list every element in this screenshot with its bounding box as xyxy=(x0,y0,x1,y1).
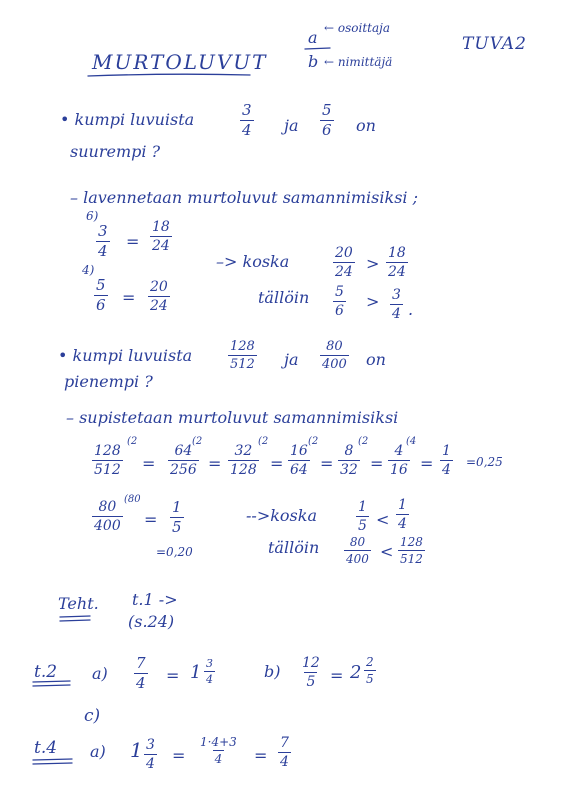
denominator-symbol: b xyxy=(308,52,319,71)
denominator: 4 xyxy=(98,242,108,260)
denominator: 24 xyxy=(152,238,170,254)
expand-koska-label: –> koska xyxy=(216,252,290,271)
q2-fraction-2 xyxy=(320,340,349,371)
denominator-note: ← nimittäjä xyxy=(324,55,393,69)
numerator: 3 xyxy=(98,222,108,240)
numerator: 5 xyxy=(96,276,106,294)
page-title: MURTOLUVUT xyxy=(92,50,268,74)
t2-b-whole: 2 xyxy=(350,662,362,683)
denominator: 16 xyxy=(390,462,408,478)
denominator: 5 xyxy=(172,518,182,536)
denominator: 400 xyxy=(322,357,347,372)
reduce-talloin-b xyxy=(398,536,425,565)
numerator: 5 xyxy=(335,284,344,300)
denominator: 64 xyxy=(290,462,308,478)
reduction-factor: (2 xyxy=(308,436,319,447)
denominator: 128 xyxy=(230,462,257,478)
q1-line-2: suurempi ? xyxy=(70,142,161,161)
numerator: 12 xyxy=(302,655,320,671)
t4-a-label: a) xyxy=(90,742,106,761)
reduce-talloin-a xyxy=(344,536,371,565)
denominator: 24 xyxy=(335,264,353,280)
denominator: 6 xyxy=(335,303,344,319)
expand-gt-2: > xyxy=(366,292,380,311)
expand-factor-1: 6) xyxy=(86,209,99,223)
t2-a-whole: 1 xyxy=(190,662,202,683)
second-result: =0,20 xyxy=(156,545,193,559)
denominator: 24 xyxy=(388,264,406,280)
teht-underline-1 xyxy=(60,616,90,617)
reduce-koska-label: -->koska xyxy=(246,506,317,525)
expand-period: . xyxy=(408,300,414,319)
expand-heading: – lavennetaan murtoluvut samannimisiksi ; xyxy=(70,188,418,207)
equals-sign: = xyxy=(270,454,284,473)
chain-fraction xyxy=(440,444,453,477)
t2-a-label: a) xyxy=(92,664,108,683)
denominator: 4 xyxy=(392,306,401,322)
t2-underline-2 xyxy=(33,685,70,686)
q2-text-before: • kumpi luvuista xyxy=(58,346,193,365)
denominator: 256 xyxy=(170,462,197,478)
expand-eq-2: = xyxy=(122,288,136,307)
definition-fraction-bar xyxy=(305,48,330,49)
expand-factor-2: 4) xyxy=(82,263,95,277)
numerator: 3 xyxy=(206,657,213,670)
q1-text-after: on xyxy=(356,116,376,135)
chain-fraction xyxy=(92,444,123,477)
denominator: 5 xyxy=(366,672,374,686)
expand-talloin-a xyxy=(333,285,346,318)
denominator: 4 xyxy=(214,752,223,766)
numerator: 8 xyxy=(344,443,354,459)
teht-underline-2 xyxy=(60,620,90,621)
t2-b-fraction xyxy=(300,656,322,689)
numerator-symbol: a xyxy=(308,28,318,47)
numerator: 128 xyxy=(230,339,255,354)
q2-text-after: on xyxy=(366,350,386,369)
reduce-second-rhs xyxy=(170,500,184,535)
numerator: 128 xyxy=(94,443,121,459)
numerator: 18 xyxy=(388,245,406,261)
reduce-talloin-label: tällöin xyxy=(268,538,320,557)
denominator: 512 xyxy=(400,552,423,566)
expand-lhs-1 xyxy=(96,224,110,259)
numerator: 3 xyxy=(392,287,401,303)
equals-sign: = xyxy=(330,666,344,685)
tehtavat-page: (s.24) xyxy=(128,612,175,631)
reduction-factor: (2 xyxy=(258,436,269,447)
tehtavat-label: Teht. xyxy=(58,594,99,613)
numerator: 1 xyxy=(442,443,451,459)
numerator: 1 xyxy=(358,499,367,515)
t2-c-label: c) xyxy=(84,706,101,726)
equals-sign: = xyxy=(208,454,222,473)
denominator: 512 xyxy=(230,357,255,372)
numerator: 20 xyxy=(150,279,168,295)
t4-expression-fraction xyxy=(198,736,239,765)
t4-whole: 1 xyxy=(130,738,143,762)
q2-line-2: pienempi ? xyxy=(64,372,153,391)
expand-rhs-1 xyxy=(150,220,172,253)
denominator: 24 xyxy=(150,298,168,314)
expand-talloin-label: tällöin xyxy=(258,288,310,307)
expand-koska-b xyxy=(386,246,408,279)
q1-fraction-1 xyxy=(240,103,254,138)
q1-text-before: • kumpi luvuista xyxy=(60,110,195,129)
numerator: 2 xyxy=(366,655,374,669)
numerator: 80 xyxy=(326,339,343,354)
t4-underline-1 xyxy=(33,759,72,760)
numerator: 80 xyxy=(98,499,117,515)
denominator: 4 xyxy=(136,674,146,692)
numerator: 1 xyxy=(172,498,182,516)
q1-fraction-2 xyxy=(320,103,334,138)
reduce-second-lhs xyxy=(92,500,123,533)
reduction-factor: (2 xyxy=(192,436,203,447)
reduce-koska-a xyxy=(356,500,369,533)
q2-fraction-1 xyxy=(228,340,257,371)
chain-result: =0,25 xyxy=(466,455,503,469)
numerator: 1·4+3 xyxy=(200,735,237,749)
numerator: 64 xyxy=(174,443,193,459)
chain-fraction xyxy=(288,444,310,477)
numerator: 32 xyxy=(234,443,253,459)
denominator: 4 xyxy=(442,462,451,478)
equals-sign: = xyxy=(144,510,158,529)
equals-sign: = xyxy=(420,454,434,473)
expand-gt-1: > xyxy=(366,254,380,273)
denominator: 6 xyxy=(322,121,332,139)
t2-label: t.2 xyxy=(34,662,58,682)
numerator: 4 xyxy=(394,443,404,459)
expand-rhs-2 xyxy=(148,280,170,313)
numerator: 16 xyxy=(290,443,308,459)
equals-sign: = xyxy=(142,454,156,473)
less-than-sign: < xyxy=(380,542,394,561)
expand-talloin-b xyxy=(390,288,403,321)
denominator: 400 xyxy=(94,518,121,534)
numerator: 5 xyxy=(322,101,332,119)
denominator: 6 xyxy=(96,296,106,314)
t4-mixed-fraction xyxy=(144,738,157,771)
title-underline xyxy=(88,74,250,76)
tehtavat-item: t.1 -> xyxy=(132,590,178,609)
denominator: 4 xyxy=(206,673,213,686)
t2-b-mixed-fraction xyxy=(364,656,376,685)
numerator: 7 xyxy=(280,735,289,751)
denominator: 4 xyxy=(398,516,407,532)
q2-ja: ja xyxy=(284,350,299,369)
denominator: 4 xyxy=(280,754,289,770)
denominator: 5 xyxy=(358,518,367,534)
numerator: 3 xyxy=(242,101,252,119)
numerator: 7 xyxy=(136,654,146,672)
equals-sign: = xyxy=(370,454,384,473)
expand-koska-a xyxy=(333,246,355,279)
t4-label: t.4 xyxy=(34,738,58,758)
expand-lhs-2 xyxy=(94,278,108,313)
denominator: 400 xyxy=(346,552,369,566)
t2-a-fraction xyxy=(134,656,148,691)
t2-b-label: b) xyxy=(264,662,281,681)
equals-sign: = xyxy=(166,666,180,685)
equals-sign: = xyxy=(172,746,186,765)
t4-result-fraction xyxy=(278,736,291,769)
reduction-factor: (2 xyxy=(358,436,369,447)
reduction-factor: (80 xyxy=(124,494,141,505)
numerator: 18 xyxy=(152,219,170,235)
reduction-factor: (4 xyxy=(406,436,417,447)
reduction-factor: (2 xyxy=(127,436,138,447)
equals-sign: = xyxy=(254,746,268,765)
expand-eq-1: = xyxy=(126,232,140,251)
t4-underline-2 xyxy=(33,763,72,764)
reduce-koska-b xyxy=(396,498,409,531)
q1-ja: ja xyxy=(284,116,299,135)
chain-fraction xyxy=(338,444,360,477)
numerator: 128 xyxy=(400,535,423,549)
denominator: 4 xyxy=(146,756,155,772)
denominator: 4 xyxy=(242,121,252,139)
chain-fraction xyxy=(228,444,259,477)
numerator-note: ← osoittaja xyxy=(324,21,390,35)
denominator: 32 xyxy=(340,462,358,478)
chain-fraction xyxy=(168,444,199,477)
denominator: 512 xyxy=(94,462,121,478)
t2-a-mixed-fraction xyxy=(204,658,215,685)
chain-fraction xyxy=(388,444,410,477)
numerator: 20 xyxy=(335,245,353,261)
equals-sign: = xyxy=(320,454,334,473)
reduce-heading: – supistetaan murtoluvut samannimisiksi xyxy=(66,408,399,427)
numerator: 1 xyxy=(398,497,407,513)
numerator: 3 xyxy=(146,737,155,753)
author-name: TUVA2 xyxy=(462,34,527,54)
less-than-sign: < xyxy=(376,510,390,529)
numerator: 80 xyxy=(349,535,366,549)
denominator: 5 xyxy=(306,674,316,690)
